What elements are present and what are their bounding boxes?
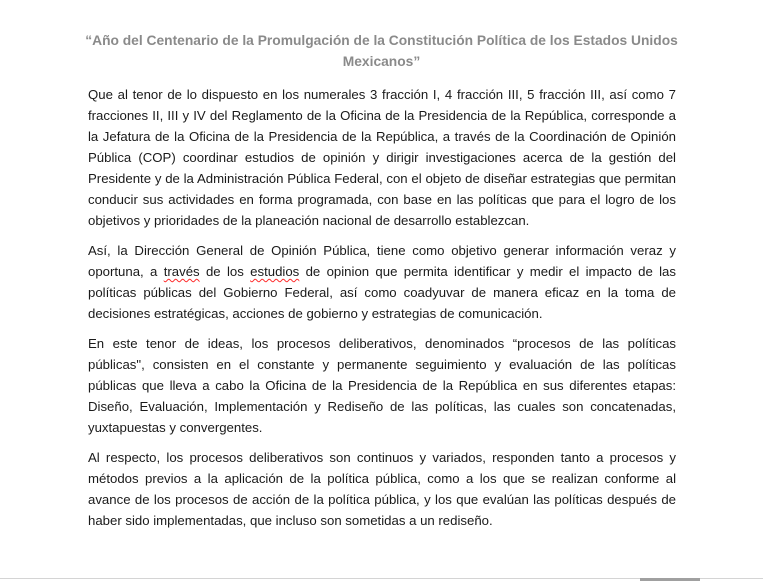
document-page — [0, 30, 763, 582]
text-segment: de los — [199, 264, 251, 279]
paragraph — [88, 240, 676, 324]
scrollbar-thumb[interactable] — [640, 578, 700, 581]
text-segment: Así, la Dirección General de Opinión Pública, tiene como objetivo generar información veraz y oportuna, a — [88, 243, 676, 279]
misspelled-word: estudios — [250, 264, 300, 279]
paragraph — [88, 84, 676, 231]
paragraph — [88, 447, 676, 531]
paragraph — [88, 333, 676, 438]
misspelled-word: través — [163, 264, 200, 279]
text-segment: de opinion que permita identificar y medir el impacto de las políticas públicas del Gobierno Federal, así como coadyuvar de manera eficaz en la toma de decisiones estratégicas, acciones de gobierno y estrategias de comunicación. — [88, 264, 676, 321]
text-segment: En este tenor de ideas, los procesos deliberativos, denominados “procesos de las políticas públicas", consisten en el constante y permanente seguimiento y evaluación de las políticas públicas que lleva a cabo la Oficina de la Presidencia de la República en sus diferentes etapas: Diseño, Evaluación, Implementación y Rediseño de las políticas, las cuales son concatenadas, yuxtapuestas y convergentes. — [88, 336, 676, 435]
document-body — [88, 84, 676, 531]
text-segment: Al respecto, los procesos deliberativos son continuos y variados, responden tanto a procesos y métodos previos a la aplicación de la política pública, como a los que se realizan conforme al avance de los procesos de acción de la política pública, y los que evalúan las políticas después de haber sido implementadas, que incluso son sometidas a un rediseño. — [88, 450, 676, 528]
text-segment: Que al tenor de lo dispuesto en los numerales 3 fracción I, 4 fracción III, 5 fracción III, así como 7 fracciones II, III y IV del Reglamento de la Oficina de la Presidencia de la República, corresponde a la Jefatura de la Oficina de la Presidencia de la República, a través de la Coordinación de Opinión Pública (COP) coordinar estudios de opinión y dirigir investigaciones acerca de la gestión del Presidente y de la Administración Pública Federal, con el objeto de diseñar estrategias que permitan conducir sus actividades en forma programada, con base en las políticas que para el logro de los objetivos y prioridades de la planeación nacional de desarrollo establezcan. — [88, 87, 676, 228]
document-title: “Año del Centenario de la Promulgación de la Constitución Política de los Estados Unidos Mexicanos” — [85, 33, 678, 69]
